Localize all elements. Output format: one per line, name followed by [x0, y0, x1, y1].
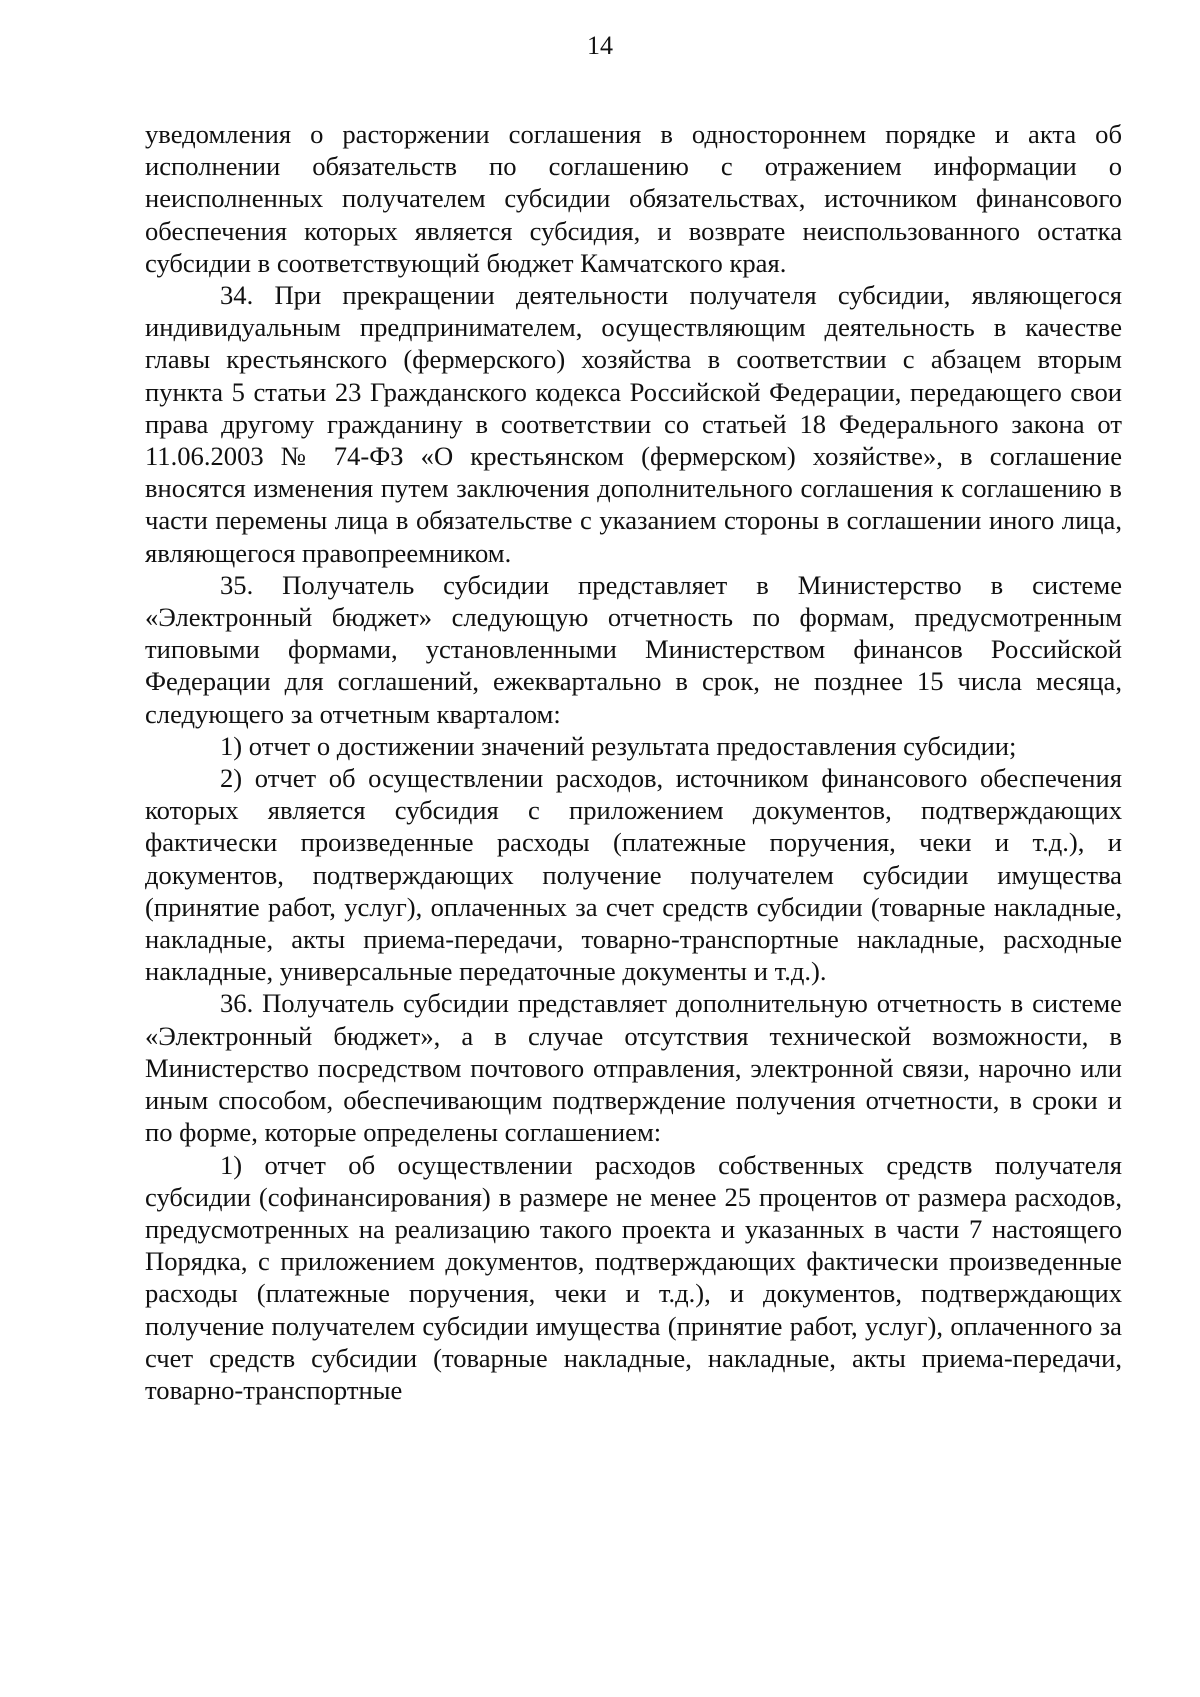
- paragraph-36: 36. Получатель субсидии представляет дополнительную отчетность в системе «Электронный бюджет», а в случае отсутствия технической возможности, в Министерство посредством почтового отправления, электронной связи, нарочно или иным способом, обеспечивающим подтверждение получения отчетности, в сроки и по форме, которые определены соглашением:: [145, 988, 1122, 1148]
- paragraph-36-item-1: 1) отчет об осуществлении расходов собственных средств получателя субсидии (софинансирования) в размере не менее 25 процентов от размера расходов, предусмотренных на реализацию такого проекта и указанных в части 7 настоящего Порядка, с приложением документов, подтверждающих фактически произведенные расходы (платежные поручения, чеки и т.д.), и документов, подтверждающих получение получателем субсидии имущества (принятие работ, услуг), оплаченного за счет средств субсидии (товарные накладные, накладные, акты приема-передачи, товарно-транспортные: [145, 1149, 1122, 1405]
- paragraph-continuation: уведомления о расторжении соглашения в одностороннем порядке и акта об исполнении обязательств по соглашению с отражением информации о неисполненных получателем субсидии обязательствах, источником финансового обеспечения которых является субсидия, и возврате неиспользованного остатка субсидии в соответствующий бюджет Камчатского края.: [145, 119, 1122, 278]
- paragraph-35: 35. Получатель субсидии представляет в Министерство в системе «Электронный бюджет» следующую отчетность по формам, предусмотренным типовыми формами, установленными Министерством финансов Российской Федерации для соглашений, ежеквартально в срок, не позднее 15 числа месяца, следующего за отчетным кварталом:: [145, 569, 1122, 729]
- paragraph-35-item-2: 2) отчет об осуществлении расходов, источником финансового обеспечения которых является субсидия с приложением документов, подтверждающих фактически произведенные расходы (платежные поручения, чеки и т.д.), и документов, подтверждающих получение получателем субсидии имущества (принятие работ, услуг), оплаченных за счет средств субсидии (товарные накладные, накладные, акты приема-передачи, товарно-транспортные накладные, расходные накладные, универсальные передаточные документы и т.д.).: [145, 763, 1122, 987]
- page-number: 14: [587, 31, 613, 60]
- document-body: [145, 118, 1122, 1406]
- paragraph-35-item-1: 1) отчет о достижении значений результата предоставления субсидии;: [220, 730, 1017, 761]
- paragraph-34: 34. При прекращении деятельности получателя субсидии, являющегося индивидуальным предпринимателем, осуществляющим деятельность в качестве главы крестьянского (фермерского) хозяйства в соответствии с абзацем вторым пункта 5 статьи 23 Гражданского кодекса Российской Федерации, передающего свои права другому гражданину в соответствии со статьей 18 Федерального закона от 11.06.2003 № 74-ФЗ «О крестьянском (фермерском) хозяйстве», в соглашение вносятся изменения путем заключения дополнительного соглашения к соглашению в части перемены лица в обязательстве с указанием стороны в соглашении иного лица, являющегося правопреемником.: [145, 280, 1122, 568]
